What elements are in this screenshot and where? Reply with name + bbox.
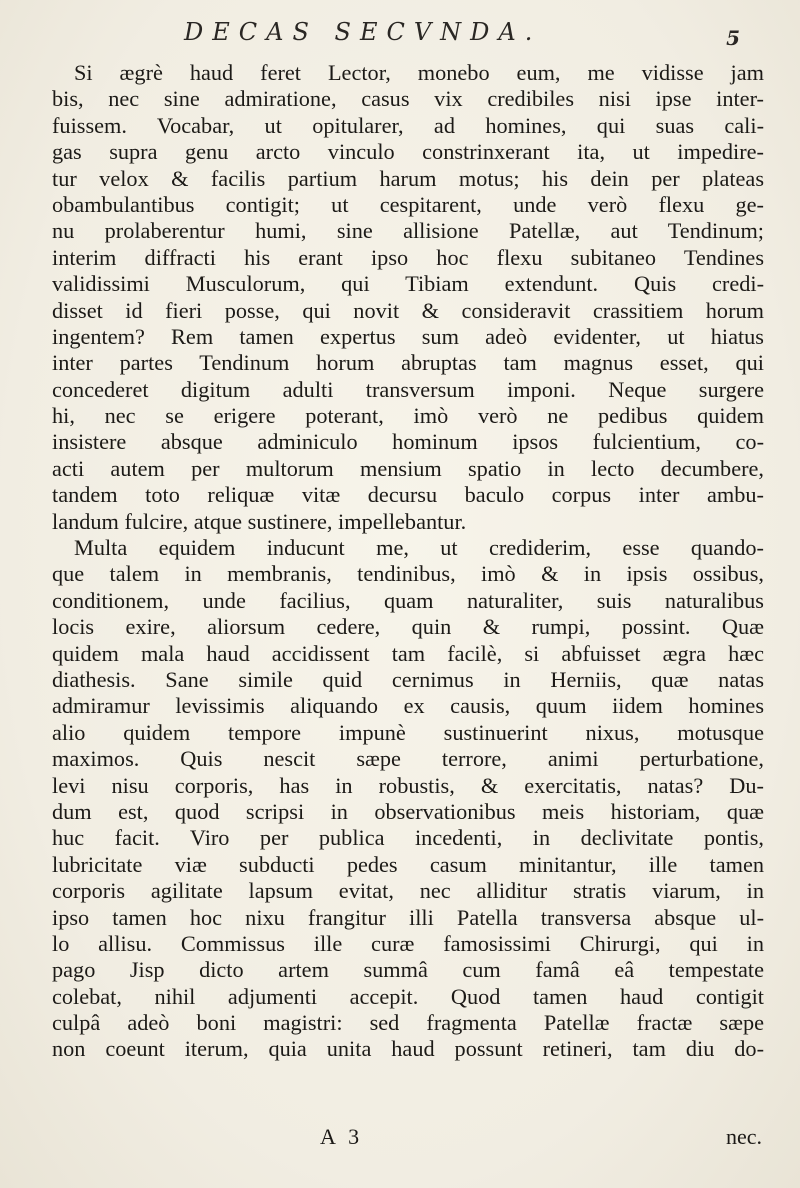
text-line: fuissem. Vocabar, ut opitularer, ad homines, qui suas cali- [52, 112, 764, 138]
text-line: insistere absque adminiculo hominum ipsos fulcientium, co- [52, 429, 764, 455]
text-line: corporis agilitate lapsum evitat, nec alliditur stratis viarum, in [52, 878, 764, 904]
text-line: culpâ adeò boni magistri: sed fragmenta Patellæ fractæ sæpe [52, 1010, 764, 1036]
text-line: nu prolaberentur humi, sine allisione Patellæ, aut Tendinum; [52, 218, 764, 244]
text-line: huc facit. Viro per publica incedenti, in declivitate pontis, [52, 825, 764, 851]
text-line: ingentem? Rem tamen expertus sum adeò evidenter, ut hiatus [52, 323, 764, 349]
text-line: colebat, nihil adjumenti accepit. Quod tamen haud contigit [52, 983, 764, 1009]
signature-mark: A 3 [320, 1124, 364, 1149]
page-footer [52, 1122, 764, 1156]
text-line: levi nisu corporis, has in robustis, & exercitatis, natas? Du- [52, 772, 764, 798]
text-line: diathesis. Sane simile quid cernimus in Herniis, quæ natas [52, 666, 764, 692]
text-line: quidem mala haud accidissent tam facilè, si abfuisset ægra hæc [52, 640, 764, 666]
text-line: concederet digitum adulti transversum imponi. Neque surgere [52, 376, 764, 402]
text-line: landum fulcire, atque sustinere, impellebantur. [52, 508, 467, 534]
text-line: bis, nec sine admiratione, casus vix credibiles nisi ipse inter- [52, 86, 764, 112]
text-line: conditionem, unde facilius, quam naturaliter, suis naturalibus [52, 587, 764, 613]
text-line: lubricitate viæ subducti pedes casum minitantur, ille tamen [52, 851, 764, 877]
text-line: disset id fieri posse, qui novit & consideravit crassitiem horum [52, 297, 764, 323]
text-line: interim diffracti his erant ipso hoc flexu subitaneo Tendines [52, 244, 764, 270]
text-line: obambulantibus contigit; ut cespitarent, unde verò flexu ge- [52, 191, 764, 217]
text-line: non coeunt iterum, quia unita haud possunt retineri, tam diu do- [52, 1036, 764, 1062]
text-line: tur velox & facilis partium harum motus; his dein per plateas [52, 165, 764, 191]
text-line: hi, nec se erigere poterant, imò verò ne pedibus quidem [52, 403, 764, 429]
text-line: Multa equidem inducunt me, ut crediderim, esse quando- [74, 535, 764, 561]
text-line: tandem toto reliquæ vitæ decursu baculo corpus inter ambu- [52, 482, 764, 508]
text-line: locis exire, aliorsum cedere, quin & rumpi, possint. Quæ [52, 614, 764, 640]
paragraph-1 [52, 60, 764, 535]
text-line: gas supra genu arcto vinculo constrinxerant ita, ut impedire- [52, 139, 764, 165]
text-line: validissimi Musculorum, qui Tibiam extendunt. Quis credi- [52, 271, 764, 297]
body-text [52, 60, 764, 1063]
text-line: alio quidem tempore impunè sustinuerint nixus, motusque [52, 719, 764, 745]
text-line: maximos. Quis nescit sæpe terrore, animi perturbatione, [52, 746, 764, 772]
page-header [80, 14, 740, 54]
paragraph-2 [52, 535, 764, 1063]
page-number: 5 [726, 26, 740, 50]
text-line: inter partes Tendinum horum abruptas tam magnus esset, qui [52, 350, 764, 376]
text-line: Si ægrè haud feret Lector, monebo eum, me vidisse jam [74, 60, 764, 85]
text-line: lo allisu. Commissus ille curæ famosissimi Chirurgi, qui in [52, 930, 764, 956]
text-line: dum est, quod scripsi in observationibus meis historiam, quæ [52, 798, 764, 824]
text-line: acti autem per multorum mensium spatio in lecto decumbere, [52, 455, 764, 481]
text-line: ipso tamen hoc nixu frangitur illi Patella transversa absque ul- [52, 904, 764, 930]
catchword: nec. [725, 1124, 762, 1149]
text-line: que talem in membranis, tendinibus, imò & in ipsis ossibus, [52, 561, 764, 587]
running-title: DECAS SECVNDA. [184, 18, 542, 46]
text-line: admiramur levissimis aliquando ex causis, quum iidem homines [52, 693, 764, 719]
text-line: pago Jisp dicto artem summâ cum famâ eâ tempestate [52, 957, 764, 983]
